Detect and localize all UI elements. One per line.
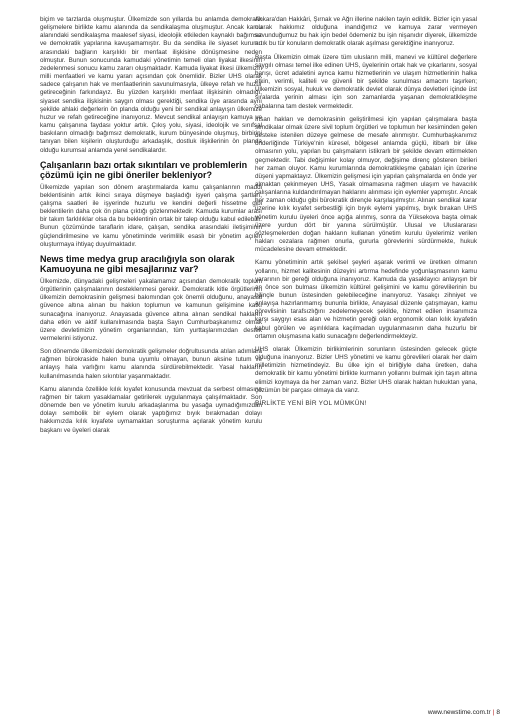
body-paragraph: Başta Ülkemizin olmak üzere tüm ulusların milli, manevi ve kültürel değerlere saygılı olması temel ilke edinen UHS, üyelerinin ortak hak ve çıkarlarını, sosyal barışı, ücret adaletini ayrıca kamu hizmetlerinin ve ulaşım hizmetlerinin halka etkin, verimli, kaliteli ve güvenli bir şekilde sunulması amacını taşırken; Ülkemizin sosyal, hukuk ve demokratik devlet olarak dünya devletleri içinde üst sıralarda yerinin alması için son zamanlarda yaşanan demokratikleşme çabalarına tam destek vermektedir. [255, 53, 477, 110]
footer-separator: | [492, 709, 495, 716]
closing-slogan: BİRLİKTE YENİ BİR YOL MÜMKÜN! [255, 399, 367, 407]
footer-site-link[interactable]: www.newstime.com.tr [427, 709, 491, 716]
left-column [40, 16, 262, 440]
body-paragraph: Ankara'dan Hakkâri, Şırnak ve Ağrı illerine nakilen tayin edildik. Bizler için yasal olarak hakkımız olduğuna inandığımız ve kamuya zarar vermeyen savunduğumuz bu hak için bedel ödemeniz bu işin nişanıdır diyerek, ülkemizde artık bu tür konuların demokratik olarak aşılması gerektiğine inanıyoruz. [255, 16, 477, 48]
page-number: 8 [496, 709, 500, 716]
right-column [255, 16, 477, 407]
body-paragraph: Kamu yönetiminin artık şekilsel şeyleri aşarak verimli ve üretken olmanın yollarını, hizmet kalitesinin düzeyini artırma hedefinde yoğunlaşmasının kamu yararının bir gereği olduğuna inanıyoruz. Kamuda da yasaklayıcı anlayışın bir an önce son bulması ülkemizin kültürel gelişimini ve kamu görevlilerinin bu bilinçle bunun üstesinden gelebileceğine inanıyoruz. Yasakçı zihniyet ve anlayışa hazırlanmamış bununla birlikte, Anayasal düzenle çatışmayan, kamu görevlisinin tarafsızlığını zedelemeyecek şekilde, hizmet edilen insanımıza karşı saygıyı esas alan ve hizmetin gereği olan ergonomik olan kılık kıyafetin kabul görülen ve aşırılıklara kaçılmadan uygulanmasının daha huzurlu bir ortamın oluşmasına katkı sunacağını değerlendirmekteyiz. [255, 259, 477, 340]
body-paragraph: İnsan hakları ve demokrasinin geliştirilmesi için yapılan çalışmalara başta sendikalar olmak üzere sivil toplum örgütleri ve toplumun her kesiminden gelen desteke istenilen düzeye gelmese de mesafe alınmıştır. Cumhurbaşkanımız önderliğinde Türkiye'nin küresel, bölgesel anlamda güçlü, itibarlı bir ülke olmasının yolu, yapılan bu çalışmaların istikrarlı bir şekilde devam ettirmekten geçmektedir. Tabi değişimler kolay olmuyor, değişime direnç gösteren birileri her zaman oluyor. Kamu kurumlarında demokratikleşme çabaları için üzerine düşeni yapmaktayız. Ülkemizin gelişmesi için yapılan çalışmalarda en önde yer almaktan çekinmeyen UHS, Yasak olmamasına rağmen ulaşım ve havacılık çalışanlarına kuldandırılmayan haklarını alınması için eylemler yapmıştır. Ancak her zaman olduğu gibi bürokratik dirençle karşılaşılmıştır. Alınan sendikal karar üzerine kılık kıyafet serbestliği için bıyık eylemi yapılmış, bıyık bırakan UHS yönetim kurulu üyeleri önce açığa alınmış, sonra da Yüksekova başta olmak üzere yurdun dört bir yanına sürülmüştür. Ulusal ve Uluslararası sözleşmelerden doğan hakların kullanan yönetim kurulu üyelerimiz verilen hakları cezalara rağmen onurla, gururla görevlerini sürdürmekte, hukuk mücadelesine devam etmektedir. [255, 115, 477, 254]
question-heading: Çalışanların bazı ortak sıkıntıları ve problemlerin çözümü için ne gibi öneriler bekleniyor? [40, 159, 248, 180]
question-heading: News time medya grup aracılığıyla son olarak Kamuoyuna ne gibi mesajlarınız var? [40, 253, 235, 274]
body-paragraph: Ülkemizde yapılan son dönem araştırmalarda kamu çalışanlarının maddi beklentisinin artık ikinci sıraya düşmeye başladığı işyeri çalışma şartları, çalışma saatleri ile işyerinde huzurlu ve kendini değerli hissetme gibi beklentilerin daha çok ön plana çıktığı gözlenmektedir. Kamuda kurumlar arası bir takım farklılıklar olsa da bu beklentinin ortak bir talep olduğu kabul edilebilir. Bunun çözümünde taraflarin idare, çalışan, sendika arasındaki iletişiminin güçlendirilmesine ve kamu yönetiminde verimlilik esaslı bir yönetim açılen oluşturmaya ihtiyaç duyulmaktadır. [40, 183, 262, 248]
body-paragraph: Kamu alanında özellikle kılık kıyafet konusunda mevzuat da serbest olmasına rağmen bir takım yasaklamalar getirilerek uygulanmaya çalışılmaktadır. Son dönemde ben ve yönetim kurulu arkadaşlarıma bu yasağa uymadığımızdan dolayı sembolik bir eylem olarak yaptığımız bıyık bırakmadan dolayı hakkımızda kılık kıyafete uymamaktan soruşturma açılarak yönetim kurulu başkanı ve üyeleri olarak [40, 385, 262, 434]
body-paragraph: Ülkemizde, dünyadaki gelişmeleri yakalamamız açısından demokratik toplum örgütlerinin çalışmalarının desteklenmesi gerekir. Demokratik kitle örgütlerinin ülkemizin demokrasinin gelişmesi bakımından çok önemli olduğunu, anayasal güvence altına alınan bu hakkın toplumun ve kamunun gelişimine katkı sunacağına inanıyoruz. Anayasada güvence altına alınan sendikal hakların daha etkin ve aktif kullanılmasında başta Sayın Cumhurbaşkanımız olmak üzere devletimizin yönetim organlarından, tüm yurttaşlarımızdan destek vermelerini istiyoruz. [40, 277, 262, 342]
page-footer [428, 709, 500, 716]
body-paragraph: biçim ve tarzlarda oluşmuştur. Ülkemizde son yıllarda bu anlamda demokratik gelişmelere birlikte kamu alanında da sendikalaşma oluşmuştur. Ancak kamu alanındaki sendikalaşma maalesef siyasi, ideolojik etkileden kaynaklı bağımsız ve demokratik yapılarına kavuşamamıştır. Bu da sendika ile siyaset kurumu arasındaki bağların karşılıklı bir menfaat ilişkisine dönüşmesine neden olmuştur. Bunun sonucunda kamudaki yönetimin temeli olan liyakat ilkesinin zedelenmesi sonucu kamu zararı oluşmaktadır. Kamuda liyakat ilkesi ülkemizin milli menfaatleri ve kamu yararı açısından çok önemlidir. Bizler UHS olarak sadece çalışanın hak ve menfaatlerinin savunulmasıyla, ülkeye refah ve huzur getireceğinin farkındayız. Bu yüzden karşılıklı menfaat ilişkisinin olmadığı, siyaset sendika ilişkisinin saygın olması gerektiği, sendika üye arasında aynı şekilde ahlaki değerlerin ön planda olduğu yeni bir sendikal anlayışın ülkemize huzur ve refah getireceğine inanıyoruz. Mevcut sendikal anlayışın kamuya ve kamu çalışanına faydası yoktur artık. Çıkış yolu, siyasi, ideolojik ve sınıfsal baskıların olmadığı bağımsız demokratik, kurum bünyesinde oluşmuş, birbirini tanıyan bilen kişilerin oluşturduğu arkadaşlık, dostluk ilişkilerinin ön planda olduğu kurumsal anlamda yerel sendikalardır. [40, 16, 262, 154]
body-paragraph: Son dönemde ülkemizdeki demokratik gelişmeler doğrultusunda atılan adımlara rağmen bürokraside halen buna uyumlu olmayan, bunun aksine tutum ve anlayış hala varlığını kamu alanında sürdürebilmektedir. Yasal hakların kullanılmasında halen sıkıntılar yaşanmaktadır. [40, 348, 262, 380]
body-paragraph: UHS olarak Ülkemizin birlikimlerinin sorunların üstesinden gelecek güçte olduğuna inanıyoruz. Bizler UHS yönetimi ve kamu görevlileri olarak her daim milletimizin hizmetindeyiz. Bu ülke için el birliğiyle daha üretken, daha demokratik bir kamu yönetimi birlikte kurmanın yollarını bulmak için taşın altına elimizi koymaya da her zaman varız. Bizler UHS olarak haktan hukuktan yana, çözümün bir parçası olmaya da varız. [255, 345, 477, 394]
